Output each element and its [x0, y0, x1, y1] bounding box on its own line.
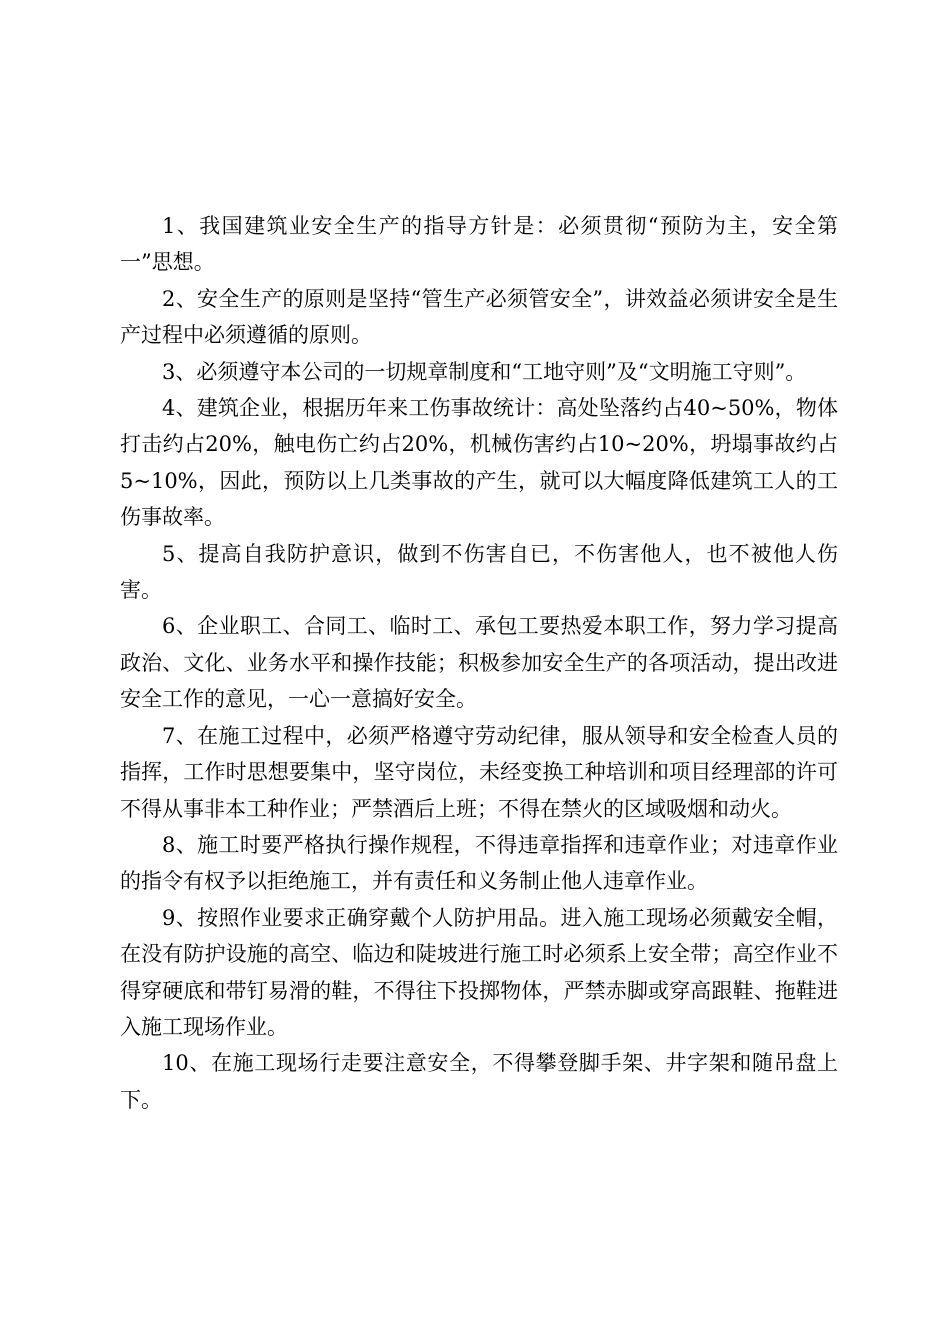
paragraph-1: 1、我国建筑业安全生产的指导方针是：必须贯彻“预防为主，安全第一”思想。 [120, 214, 838, 275]
paragraph-4: 4、建筑企业，根据历年来工伤事故统计：高处坠落约占40~50%，物体打击约占20%，触电伤亡约占20%，机械伤害约占10~20%，坍塌事故约占5~10%，因此，预防以上几类事故的产生，就可以大幅度降低建筑工人的工伤事故率。 [120, 396, 838, 530]
paragraph-9: 9、按照作业要求正确穿戴个人防护用品。进入施工现场必须戴安全帽，在没有防护设施的高空、临边和陡坡进行施工时必须系上安全带；高空作业不得穿硬底和带钉易滑的鞋，不得往下投掷物体，严禁赤脚或穿高跟鞋、拖鞋进入施工现场作业。 [120, 905, 838, 1039]
paragraph-5: 5、提高自我防护意识，做到不伤害自已，不伤害他人，也不被他人伤害。 [120, 541, 838, 603]
paragraph-10: 10、在施工现场行走要注意安全，不得攀登脚手架、井字架和随吊盘上下。 [120, 1051, 838, 1112]
paragraph-7: 7、在施工过程中，必须严格遵守劳动纪律，服从领导和安全检查人员的指挥，工作时思想要集中，坚守岗位，未经变换工种培训和项目经理部的许可不得从事非本工种作业；严禁酒后上班；不得在禁火的区域吸烟和动火。 [120, 723, 838, 821]
paragraph-8: 8、施工时要严格执行操作规程，不得违章指挥和违章作业；对违章作业的指令有权予以拒绝施工，并有责任和义务制止他人违章作业。 [120, 832, 838, 894]
paragraph-3: 3、必须遵守本公司的一切规章制度和“工地守则”及“文明施工守则”。 [162, 359, 807, 384]
document-body [120, 208, 838, 1118]
paragraph-6: 6、企业职工、合同工、临时工、承包工要热爱本职工作，努力学习提高政治、文化、业务水平和操作技能；积极参加安全生产的各项活动，提出改进安全工作的意见，一心一意搞好安全。 [120, 614, 838, 712]
paragraph-2: 2、安全生产的原则是坚持“管生产必须管安全”，讲效益必须讲安全是生产过程中必须遵循的原则。 [120, 286, 838, 348]
